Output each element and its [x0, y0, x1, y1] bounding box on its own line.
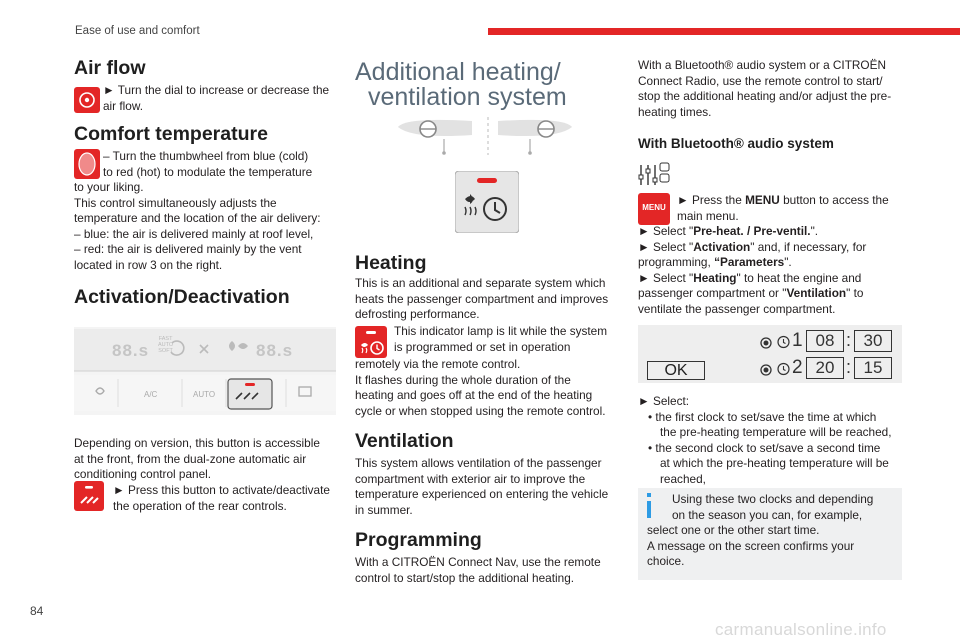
- activation-line5: the operation of the rear controls.: [113, 498, 287, 513]
- bullet1-line2: the pre-heating temperature will be reached,: [660, 425, 892, 439]
- left-temperature-display: 88.s: [112, 341, 150, 360]
- comfort-line8: located in row 3 on the right.: [74, 257, 223, 272]
- heating-line3: defrosting performance.: [355, 307, 480, 321]
- section-title-line2: ventilation system: [368, 83, 567, 111]
- comfort-line2: to red (hot) to modulate the temperature: [103, 164, 313, 179]
- info-icon-bar: [647, 501, 651, 518]
- heating-line4: This indicator lamp is lit while the system: [394, 324, 608, 338]
- page-number: 84: [30, 604, 44, 618]
- intro-line4: heating times.: [638, 104, 712, 119]
- additional-heating-switch-illustration: [455, 171, 519, 233]
- clock1-minutes: 30: [854, 330, 892, 352]
- intro-line1: With a Bluetooth® audio system or a CITROËN: [638, 58, 886, 72]
- clock2-minutes: 15: [854, 357, 892, 379]
- step3-line2: programming, “Parameters".: [638, 255, 792, 269]
- bullet2-line2: at which the pre-heating temperature will be: [660, 456, 889, 470]
- clock-settings-screen: [638, 325, 902, 383]
- note-line1: Using these two clocks and depending: [672, 492, 874, 506]
- clock1-radio-icon: [760, 336, 772, 354]
- clock2-separator: :: [846, 357, 852, 377]
- activation-line4: ► Press this button to activate/deactivate: [113, 483, 330, 497]
- fast-auto-soft-label: FAST AUTO SOFT: [158, 336, 174, 354]
- rear-controls-button-icon: [74, 481, 104, 511]
- programming-heading: Programming: [355, 529, 482, 551]
- step1-line2: main menu.: [677, 208, 739, 223]
- airflow-heading: Air flow: [74, 57, 146, 79]
- audio-settings-icon: [638, 161, 670, 189]
- thumbwheel-icon: [74, 149, 100, 179]
- intro-line3: stop the additional heating and/or adjust the pre-: [638, 89, 892, 103]
- ventilation-line4: in summer.: [355, 502, 413, 517]
- comfort-heading: Comfort temperature: [74, 123, 268, 145]
- info-note-box: [638, 488, 902, 580]
- step3-line1: ► Select "Activation" and, if necessary, for: [638, 239, 867, 254]
- heating-line2: heats the passenger compartment and improves: [355, 291, 609, 306]
- step4-line3: ventilate the passenger compartment.: [638, 301, 836, 316]
- comfort-line3: to your liking.: [74, 180, 144, 194]
- section-title-line1: Additional heating/: [355, 58, 561, 86]
- bullet2-line1: • the second clock to set/save a second time: [648, 440, 881, 455]
- heating-line7: It flashes during the whole duration of the: [355, 372, 571, 387]
- programmed-indicator-lamp-icon: [355, 326, 387, 358]
- note-line4: A message on the screen confirms your: [647, 538, 855, 553]
- step4-line1: ► Select "Heating" to heat the engine and: [638, 270, 862, 285]
- heating-line5: is programmed or set in operation: [394, 339, 571, 354]
- heating-heading: Heating: [355, 252, 427, 274]
- ventilation-line3: temperature experienced on entering the vehicle: [355, 487, 609, 501]
- comfort-line5: temperature and the location of the air delivery:: [74, 211, 321, 225]
- bluetooth-heading: With Bluetooth® audio system: [638, 136, 834, 151]
- heating-line9: cycle or when stopped using the remote control.: [355, 403, 606, 418]
- menu-button-icon: MENU: [638, 193, 670, 225]
- heating-line1: This is an additional and separate system which: [355, 276, 606, 290]
- auto-button-label: AUTO: [193, 390, 216, 399]
- running-header: Ease of use and comfort: [75, 25, 200, 37]
- activation-heading: Activation/Deactivation: [74, 286, 290, 308]
- lhd-rhd-steering-illustration: [394, 113, 574, 159]
- ventilation-line1: This system allows ventilation of the passenger: [355, 456, 602, 470]
- activation-line1: Depending on version, this button is accessible: [74, 436, 320, 450]
- programming-line2: control to start/stop the additional heating.: [355, 570, 575, 585]
- heating-line6: remotely via the remote control.: [355, 357, 521, 371]
- clock2-alarm-icon: [776, 361, 791, 381]
- ventilation-heading: Ventilation: [355, 430, 454, 452]
- airflow-dial-icon: [74, 87, 100, 113]
- select-line: ► Select:: [638, 394, 690, 408]
- ventilation-line2: compartment with exterior air to improve the: [355, 471, 586, 486]
- ac-button-label: A/C: [144, 390, 158, 399]
- comfort-line4: This control simultaneously adjusts the: [74, 195, 277, 210]
- rear-control-panel-illustration: [74, 327, 336, 415]
- bullet1-line1: • the first clock to set/save the time at which: [648, 409, 877, 424]
- bullet2-line3: reached,: [660, 471, 706, 486]
- clock1-index: 1: [792, 330, 803, 351]
- airflow-text: ► Turn the dial to increase or decrease the air flow.: [103, 83, 330, 113]
- step4-line2: passenger compartment or "Ventilation" to: [638, 286, 864, 300]
- note-line2: on the season you can, for example,: [672, 507, 863, 522]
- right-temperature-display: 88.s: [256, 341, 294, 360]
- clock1-separator: :: [846, 330, 852, 350]
- note-line3: select one or the other start time.: [647, 523, 820, 537]
- clock2-index: 2: [792, 357, 803, 378]
- header-accent-bar: [488, 28, 960, 35]
- clock2-hours: 20: [806, 357, 844, 379]
- note-line5: choice.: [647, 554, 685, 568]
- watermark: carmanualsonline.info: [715, 620, 887, 639]
- comfort-line6: – blue: the air is delivered mainly at roof level,: [74, 226, 314, 241]
- clock1-hours: 08: [806, 330, 844, 352]
- clock2-radio-icon: [760, 363, 772, 381]
- step1-line1: ► Press the MENU button to access the: [677, 193, 889, 207]
- activation-line3: conditioning control panel.: [74, 467, 212, 481]
- clock1-alarm-icon: [776, 334, 791, 354]
- comfort-line7: – red: the air is delivered mainly by the vent: [74, 242, 302, 256]
- ok-button: OK: [647, 361, 705, 380]
- comfort-line1: – Turn the thumbwheel from blue (cold): [103, 149, 309, 163]
- heating-line8: heating and goes off at the end of the heating: [355, 388, 593, 402]
- info-icon-dot: [647, 493, 651, 497]
- activation-line2: at the front, from the dual-zone automatic air: [74, 451, 307, 466]
- step2: ► Select "Pre-heat. / Pre-ventil.".: [638, 224, 819, 238]
- programming-line1: With a CITROËN Connect Nav, use the remote: [355, 555, 601, 569]
- intro-line2: Connect Radio, use the remote control to start/: [638, 73, 883, 88]
